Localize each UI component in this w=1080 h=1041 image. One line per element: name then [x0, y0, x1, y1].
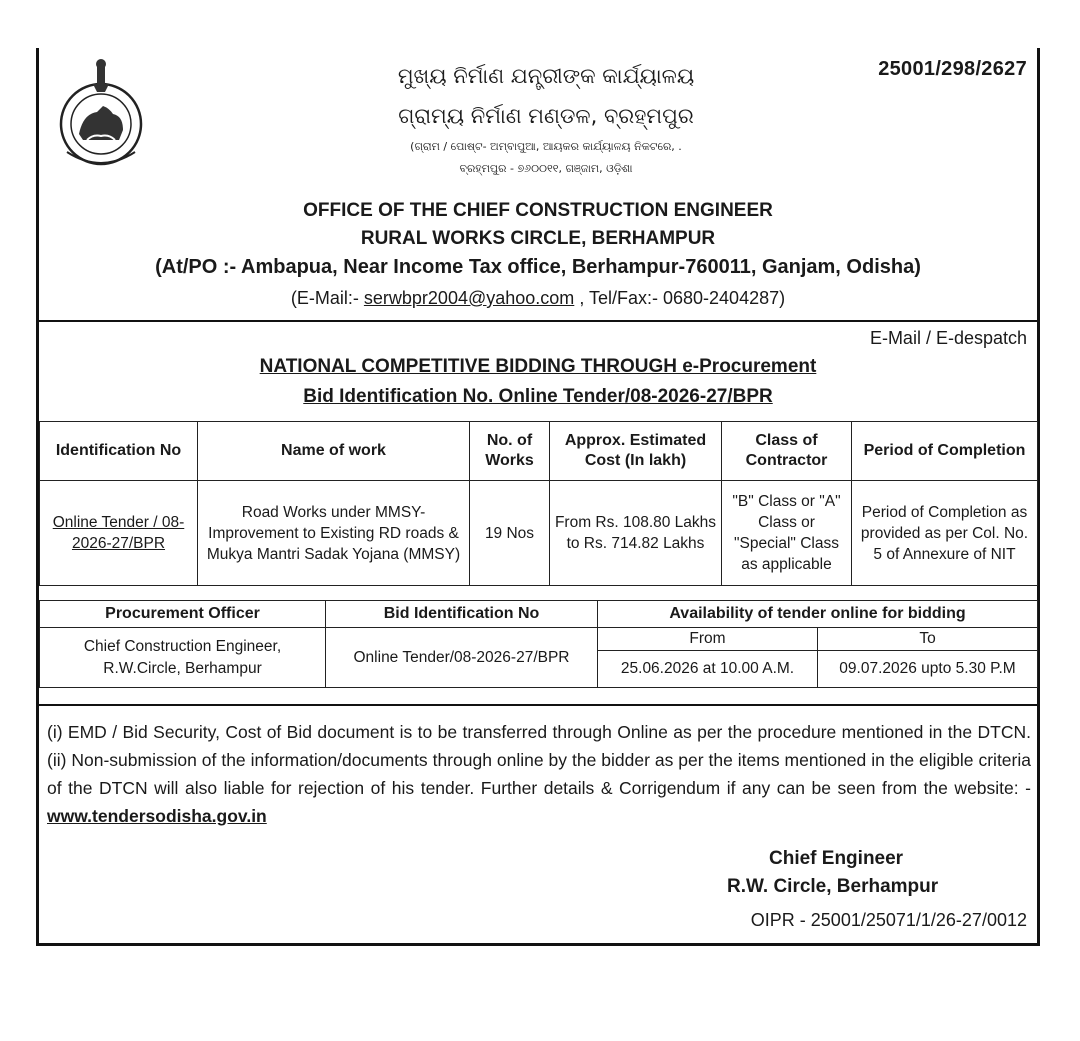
identification-no-cell: Online Tender / 08-2026-27/BPR	[40, 481, 198, 586]
bidding-title: NATIONAL COMPETITIVE BIDDING THROUGH e-Procurement	[259, 356, 817, 377]
reference-number: 25001/298/2627	[878, 58, 1027, 80]
col-no-of-works: No. of Works	[470, 422, 550, 481]
oipr-number: OIPR - 25001/25071/1/26-27/0012	[750, 910, 1027, 930]
name-of-work-cell: Road Works under MMSY- Improvement to Existing RD roads & Mukya Mantri Sadak Yojana (MMSY)	[198, 481, 470, 586]
col-name-of-work: Name of work	[198, 422, 470, 481]
tender-notice	[36, 48, 1040, 946]
tel-fax: , Tel/Fax:- 0680-2404287)	[579, 288, 786, 308]
odia-city-line: ବ୍ରହ୍ମପୁର - ୭୬୦୦୧୧, ଗଞ୍ଜାମ, ଓଡ଼ିଶା	[459, 162, 633, 175]
col-procurement-officer: Procurement Officer	[40, 601, 326, 628]
office-title: OFFICE OF THE CHIEF CONSTRUCTION ENGINEER	[303, 200, 773, 221]
header-divider	[39, 320, 1037, 322]
email-prefix: (E-Mail:-	[290, 288, 359, 308]
table-row	[40, 481, 1038, 586]
period-cell: Period of Completion as provided as per Col. No. 5 of Annexure of NIT	[852, 481, 1038, 586]
office-address: (At/PO :- Ambapua, Near Income Tax office, Berhampur-760011, Ganjam, Odisha)	[155, 256, 921, 278]
email-link[interactable]: serwbpr2004@yahoo.com	[363, 288, 575, 308]
to-date-cell: 09.07.2026 upto 5.30 P.M	[818, 651, 1038, 688]
procurement-subheader-row	[40, 628, 1038, 651]
signatory-title: Chief Engineer	[769, 848, 904, 869]
procurement-officer-cell: Chief Construction Engineer, R.W.Circle, Berhampur	[40, 628, 326, 688]
odia-office-title: ମୁଖ୍ୟ ନିର୍ମାଣ ଯନ୍ତ୍ରୀଙ୍କ କାର୍ଯ୍ୟାଳୟ	[397, 64, 695, 88]
col-estimated-cost: Approx. Estimated Cost (In lakh)	[550, 422, 722, 481]
bid-id-cell: Online Tender/08-2026-27/BPR	[326, 628, 598, 688]
bid-identification-line: Bid Identification No. Online Tender/08-2026-27/BPR	[303, 386, 773, 407]
class-cell: "B" Class or "A" Class or "Special" Class as applicable	[722, 481, 852, 586]
website-link[interactable]: www.tendersodisha.gov.in	[47, 806, 267, 826]
odia-address-line: (ଗ୍ରାମ / ପୋଷ୍ଟ- ଅମ୍ବାପୁଆ, ଆୟକର କାର୍ଯ୍ୟାଳୟ ନିକଟରେ, .	[410, 140, 682, 153]
col-from: From	[598, 628, 818, 651]
cost-cell: From Rs. 108.80 Lakhs to Rs. 714.82 Lakhs	[550, 481, 722, 586]
terms-paragraph	[47, 718, 1031, 830]
circle-name: RURAL WORKS CIRCLE, BERHAMPUR	[360, 228, 716, 249]
from-date-cell: 25.06.2026 at 10.00 A.M.	[598, 651, 818, 688]
procurement-table	[39, 600, 1038, 688]
col-to: To	[818, 628, 1038, 651]
table-divider	[39, 704, 1037, 706]
col-availability: Availability of tender online for bidding	[598, 601, 1038, 628]
col-class-of-contractor: Class of Contractor	[722, 422, 852, 481]
no-of-works-cell: 19 Nos	[470, 481, 550, 586]
col-bid-identification-no: Bid Identification No	[326, 601, 598, 628]
contact-line	[39, 288, 1037, 309]
odia-circle-name: ଗ୍ରାମ୍ୟ ନିର୍ମାଣ ମଣ୍ଡଳ, ବ୍ରହ୍ମପୁର	[398, 104, 694, 128]
despatch-mode: E-Mail / E-despatch	[869, 328, 1027, 348]
signatory-office: R.W. Circle, Berhampur	[727, 876, 939, 897]
works-table-header	[40, 422, 1038, 481]
procurement-table-header	[40, 601, 1038, 628]
terms-text: (i) EMD / Bid Security, Cost of Bid document is to be transferred through Online as per the procedure mentioned in the DTCN. (ii) Non-submission of the information/documents through online by the bidder as per the items mentioned in the eligible criteria of the DTCN will also liable for rejection of his tender. Further details & Corrigendum if any can be seen from the website: -	[47, 722, 1031, 798]
col-identification-no: Identification No	[40, 422, 198, 481]
works-table	[39, 421, 1038, 586]
col-period-of-completion: Period of Completion	[852, 422, 1038, 481]
notice-header	[39, 48, 1037, 320]
